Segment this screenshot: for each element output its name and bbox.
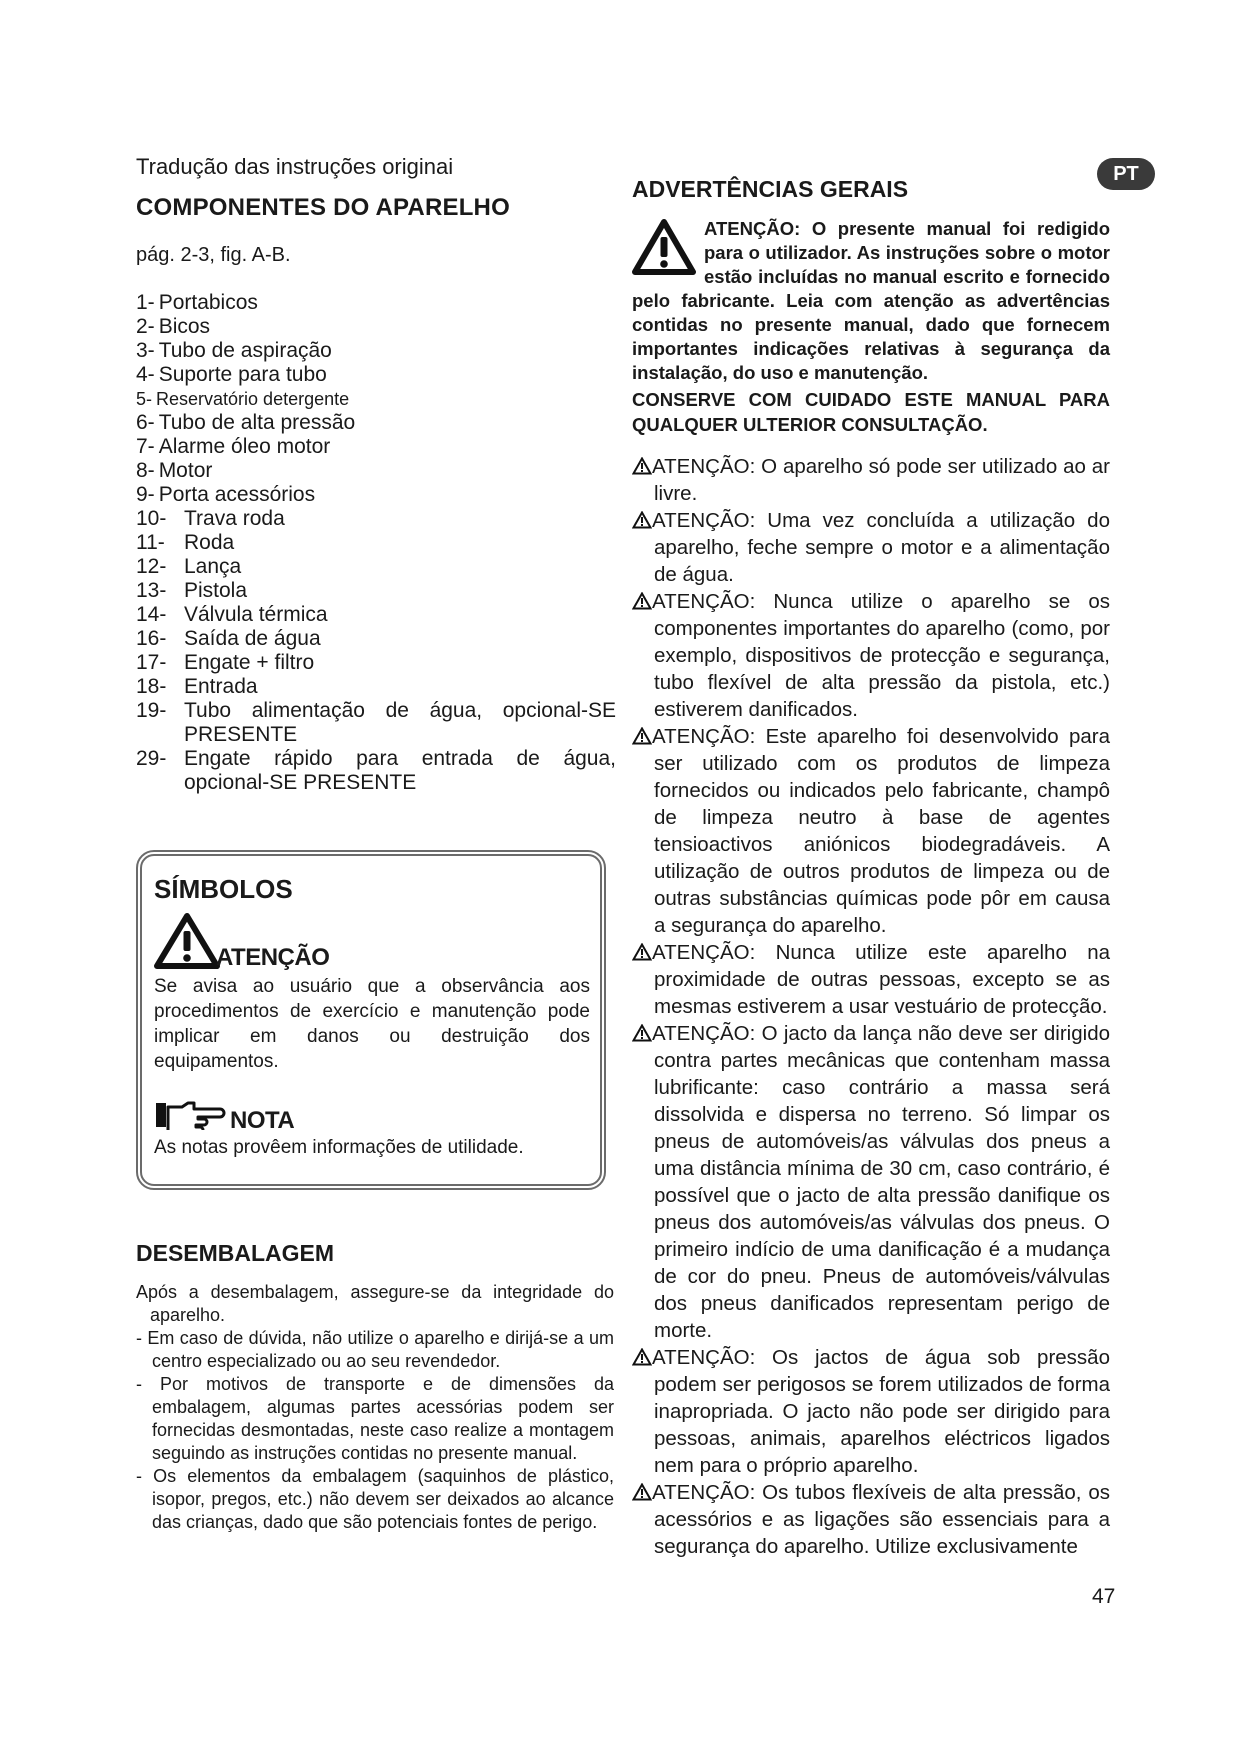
list-item: ATENÇÃO: O jacto da lança não deve ser dirigido contra partes mecânicas que contenham massa lubrificante: caso contrário a massa será dissolvida e dispersa no terreno. Só limpar os pneus de automóveis/as válvulas dos pneus a uma distância mínima de 30 cm, caso contrário, é possível que o jacto de alta pressão danifique os pneus dos automóveis/as válvulas dos pneus. O primeiro indício de uma danificação é a mudança de cor do pneu. Pneus de automóveis/válvulas dos pneus danificados representam perigo de morte. (632, 1020, 1110, 1344)
list-item: 1- Portabicos (136, 291, 258, 314)
list-item: 29- Engate rápido para entrada de água, opcional-SE PRESENTE (136, 747, 616, 794)
warning-triangle-icon (632, 1481, 652, 1499)
list-item: 3- Tubo de aspiração (136, 339, 332, 362)
general-warnings-title: ADVERTÊNCIAS GERAIS (632, 176, 909, 202)
list-item: ATENÇÃO: Este aparelho foi desenvolvido para ser utilizado com os produtos de limpeza fornecidos ou indicados pelo fabricante, champô de limpeza neutro à base de agentes tensioactivos aniónicos biodegradáveis. A utilização de outros produtos de limpeza ou de outras substâncias químicas pode pôr em causa a segurança do aparelho. (632, 723, 1110, 939)
list-item: 10- Trava roda (136, 507, 285, 530)
attention-label: ATENÇÃO (216, 944, 330, 971)
warning-triangle-icon (632, 219, 696, 281)
list-item: 12- Lança (136, 555, 242, 578)
pointing-hand-icon (154, 1100, 226, 1135)
unpacking-intro: Após a desembalagem, assegure-se da integridade do aparelho. (136, 1282, 614, 1325)
list-item: 18- Entrada (136, 675, 258, 698)
list-item: ATENÇÃO: Nunca utilize o aparelho se os componentes importantes do aparelho (como, por exemplo, dispositivos de protecção e segurança, tubo flexível de alta pressão da pistola, etc.) estiverem danificados. (632, 588, 1110, 723)
components-list (136, 291, 616, 795)
warning-triangle-icon (632, 509, 652, 527)
list-item: 17- Engate + filtro (136, 651, 315, 674)
list-item: 14- Válvula térmica (136, 603, 328, 626)
list-item: ATENÇÃO: Nunca utilize este aparelho na proximidade de outras pessoas, excepto se as mesmas estiverem a usar vestuário de protecção. (632, 939, 1110, 1020)
list-item: ATENÇÃO: Uma vez concluída a utilização do aparelho, feche sempre o motor e a alimentação de água. (632, 507, 1110, 588)
attention-list (632, 453, 1110, 1560)
figure-reference: pág. 2-3, fig. A-B. (136, 244, 291, 266)
list-item: 13- Pistola (136, 579, 248, 602)
list-item: 4- Suporte para tubo (136, 363, 327, 386)
list-item: 7- Alarme óleo motor (136, 435, 331, 458)
list-item: ATENÇÃO: Os jactos de água sob pressão podem ser perigosos se forem utilizados de forma inapropriada. O jacto não pode ser dirigido para pessoas, animais, aparelhos eléctricos ligados nem para o próprio aparelho. (632, 1344, 1110, 1479)
list-item: 6- Tubo de alta pressão (136, 411, 356, 434)
list-item: - Por motivos de transporte e de dimensões da embalagem, algumas partes acessórias podem ser fornecidas desmontadas, neste caso realize a montagem seguindo as instruções contidas no presente manual. (136, 1374, 614, 1463)
warning-triangle-icon (632, 1346, 652, 1364)
warning-triangle-icon (632, 1022, 652, 1040)
warning-triangle-icon (632, 590, 652, 608)
warning-triangle-icon (154, 913, 220, 974)
list-item: 2- Bicos (136, 315, 211, 338)
warning-triangle-icon (632, 725, 652, 743)
main-warning (632, 217, 1110, 385)
list-item: ATENÇÃO: Os tubos flexíveis de alta pressão, os acessórios e as ligações são essenciais para a segurança do aparelho. Utilize exclusivamente (632, 1479, 1110, 1560)
page-number: 47 (1092, 1585, 1116, 1608)
list-item: ATENÇÃO: O aparelho só pode ser utilizado ao ar livre. (632, 453, 1110, 507)
warning-triangle-icon (632, 455, 652, 473)
list-item: - Em caso de dúvida, não utilize o aparelho e dirijá-se a um centro especializado ou ao seu revendedor. (136, 1328, 614, 1371)
right-column (632, 176, 1110, 1560)
symbols-title: SÍMBOLOS (154, 874, 293, 904)
list-item: 8- Motor (136, 459, 213, 482)
attention-description: Se avisa ao usuário que a observância aos procedimentos de exercício e manutenção pode implicar em danos ou destruição dos equipamentos. (154, 976, 590, 1072)
page-subtitle: Tradução das instruções originai (136, 154, 454, 179)
list-item: 16- Saída de água (136, 627, 321, 650)
unpacking-title: DESEMBALAGEM (136, 1240, 335, 1266)
list-item: 19- Tubo alimentação de água, opcional-SE PRESENTE (136, 699, 616, 746)
list-item: 9- Porta acessórios (136, 483, 316, 506)
list-item: 11- Roda (136, 531, 235, 554)
note-description: As notas provêem informações de utilidade. (154, 1137, 524, 1158)
list-item: 5- Reservatório detergente (136, 389, 350, 409)
list-item: - Os elementos da embalagem (saquinhos de plástico, isopor, pregos, etc.) não devem ser deixados ao alcance das crianças, dado que são potenciais fontes de perigo. (136, 1466, 614, 1532)
components-title: COMPONENTES DO APARELHO (136, 194, 510, 221)
warning-triangle-icon (632, 941, 652, 959)
unpacking-section (136, 1240, 614, 1534)
conserve-notice: CONSERVE COM CUIDADO ESTE MANUAL PARA QUALQUER ULTERIOR CONSULTAÇÃO. (632, 389, 1110, 435)
language-badge: PT (1097, 158, 1155, 190)
symbols-box (136, 850, 606, 1190)
main-warning-text: ATENÇÃO: O presente manual foi redigido para o utilizador. As instruções sobre o motor estão incluídas no manual escrito e fornecido pelo fabricante. Leia com atenção as advertências contidas no presente manual, dado que fornecem importantes indicações relativas à segurança da instalação, do uso e manutenção. (632, 218, 1110, 383)
left-column (136, 154, 616, 795)
note-label: NOTA (230, 1107, 295, 1134)
